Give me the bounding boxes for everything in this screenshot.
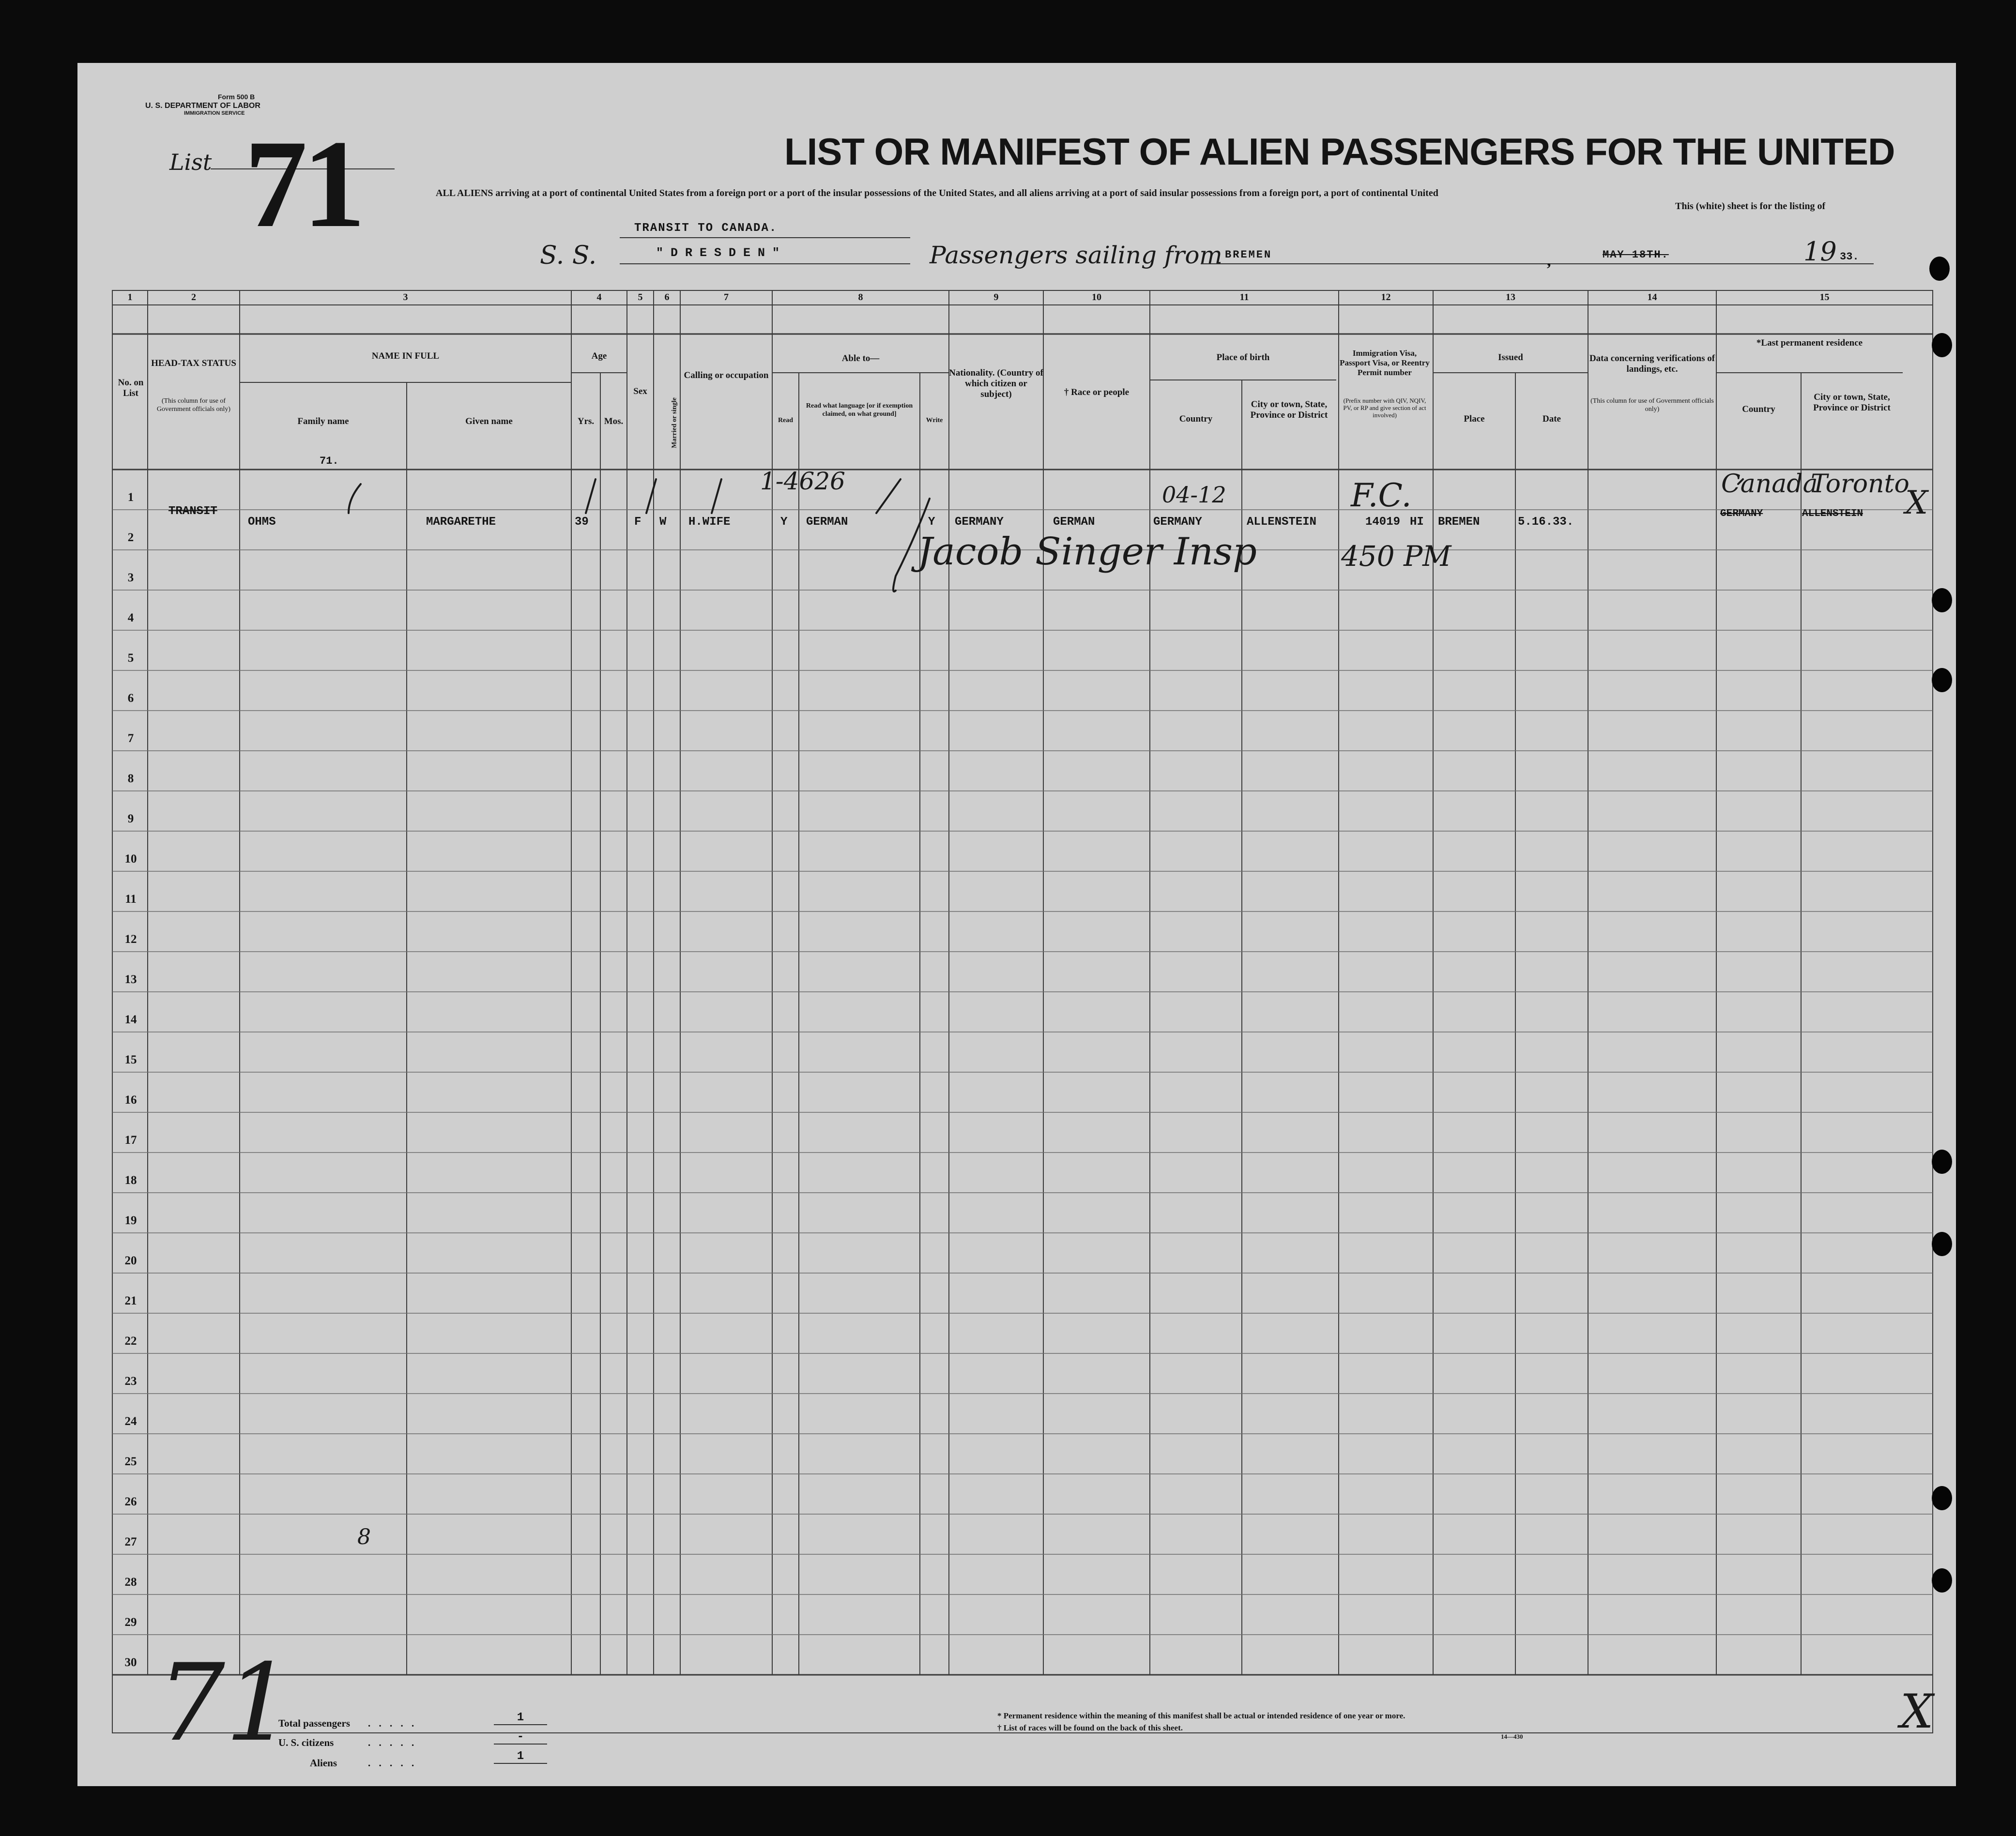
- visa-handwritten: F.C.: [1351, 477, 1412, 514]
- row-number: 2: [127, 531, 134, 544]
- transit-note: TRANSIT TO CANADA.: [634, 222, 778, 235]
- port-comma: ,: [1547, 252, 1551, 270]
- header-data-concerning: Data concerning verifications of landings, etc.: [1589, 353, 1715, 374]
- row-number: 24: [124, 1415, 137, 1428]
- row-number: 7: [127, 732, 134, 745]
- manifest-sheet: [77, 63, 1956, 1786]
- header-race: † Race or people: [1064, 387, 1130, 397]
- total-passengers-value: 1: [494, 1711, 547, 1725]
- column-number: 15: [1819, 292, 1830, 303]
- header-place-of-birth: Place of birth: [1216, 352, 1270, 363]
- row-number: 11: [125, 893, 137, 906]
- column-number: 14: [1647, 292, 1657, 303]
- citizens-dots: . . . . .: [368, 1737, 417, 1748]
- print-code: 14—430: [1501, 1733, 1523, 1740]
- header-family-name: Family name: [297, 416, 349, 426]
- header-visa-note: (Prefix number with QIV, NQIV, PV, or RP and give section of act involved): [1343, 397, 1426, 419]
- header-head-tax-note: (This column for use of Government officials only): [156, 397, 231, 413]
- aliens-label: Aliens: [310, 1757, 337, 1769]
- row-number: 8: [127, 772, 134, 785]
- header-read: Read: [778, 417, 794, 424]
- list-mark: 71.: [320, 455, 339, 467]
- passenger-age-yrs: 39: [575, 516, 589, 529]
- punch-hole: [1932, 668, 1952, 692]
- passenger-issued-place: BREMEN: [1438, 516, 1480, 529]
- residence-country-handwritten: Canada: [1721, 470, 1818, 499]
- header-write: Write: [926, 417, 943, 424]
- header-age: Age: [591, 351, 607, 361]
- us-citizens-label: U. S. citizens: [278, 1737, 334, 1748]
- header-married: Married or single: [671, 397, 678, 448]
- total-dots: . . . . .: [368, 1717, 417, 1729]
- passenger-nationality: GERMANY: [955, 516, 1004, 529]
- punch-hole: [1932, 1150, 1952, 1174]
- passenger-family-name: OHMS: [248, 516, 276, 529]
- passenger-occupation: H.WIFE: [688, 516, 731, 529]
- us-citizens-value: -: [494, 1730, 547, 1745]
- row-number: 25: [124, 1455, 137, 1468]
- passenger-birth-country: GERMANY: [1153, 516, 1202, 529]
- footnote-races: † List of races will be found on the back of this sheet.: [997, 1723, 1183, 1732]
- header-head-tax: HEAD-TAX STATUS: [151, 358, 236, 368]
- punch-hole: [1929, 257, 1950, 281]
- x-mark: X: [1905, 484, 1928, 521]
- column-number: 1: [127, 292, 133, 303]
- residence-city-handwritten: Toronto: [1811, 470, 1909, 499]
- row-28-mark: 8: [357, 1525, 371, 1549]
- x-mark-bottom: X: [1900, 1684, 1934, 1739]
- passenger-race: GERMAN: [1053, 516, 1095, 529]
- header-sex: Sex: [633, 386, 647, 396]
- aliens-dots: . . . . .: [368, 1757, 417, 1769]
- column-number: 6: [664, 292, 670, 303]
- inspector-signature: Jacob Singer Insp: [917, 530, 1257, 574]
- header-birth-country: Country: [1179, 414, 1213, 424]
- aliens-value: 1: [494, 1750, 547, 1764]
- row-number: 10: [124, 852, 137, 865]
- row-number: 18: [124, 1174, 137, 1187]
- list-label: List: [169, 149, 212, 175]
- column-number: 7: [724, 292, 729, 303]
- birth-code-annotation: 04-12: [1162, 482, 1226, 508]
- passenger-given-name: MARGARETHE: [426, 516, 496, 529]
- manifest-title: LIST OR MANIFEST OF ALIEN PASSENGERS FOR THE UNITED: [784, 130, 1895, 173]
- row-number: 28: [124, 1576, 137, 1589]
- passenger-res-country: GERMANY: [1720, 508, 1763, 519]
- header-visa: Immigration Visa, Passport Visa, or Reentry Permit number: [1340, 349, 1430, 377]
- header-given-name: Given name: [465, 416, 513, 426]
- header-issued-place: Place: [1464, 414, 1485, 424]
- header-mos: Mos.: [604, 416, 624, 426]
- header-issued: Issued: [1498, 352, 1523, 363]
- header-birth-city: City or town, State, Province or District: [1250, 399, 1328, 420]
- ss-label: S. S.: [540, 241, 597, 270]
- row-number: 27: [124, 1535, 137, 1548]
- passenger-married: W: [659, 516, 667, 529]
- column-number: 11: [1239, 292, 1249, 303]
- service-label: IMMIGRATION SERVICE: [184, 110, 245, 116]
- row-number: 22: [124, 1335, 137, 1348]
- ship-name: " D R E S D E N ": [656, 246, 780, 260]
- header-issued-date: Date: [1543, 414, 1561, 424]
- footnote-residence: * Permanent residence within the meaning of this manifest shall be actual or intended residence of one year or more.: [997, 1711, 1405, 1720]
- header-yrs: Yrs.: [577, 416, 595, 426]
- passenger-issued-date: 5.16.33.: [1518, 516, 1574, 529]
- passenger-res-city: ALLENSTEIN: [1802, 508, 1863, 519]
- passenger-birth-city: ALLENSTEIN: [1247, 516, 1317, 529]
- row-number: 13: [124, 973, 137, 986]
- passenger-read: Y: [780, 516, 788, 529]
- margin-number: 71: [157, 1641, 293, 1765]
- column-number: 5: [638, 292, 643, 303]
- departure-port: BREMEN: [1225, 249, 1272, 261]
- passenger-visa: 14019: [1365, 516, 1401, 529]
- row-number: 3: [127, 571, 134, 584]
- header-last-residence: *Last permanent residence: [1756, 338, 1863, 348]
- punch-hole: [1932, 1486, 1952, 1510]
- sailing-label: Passengers sailing from: [930, 241, 1222, 269]
- column-number: 12: [1381, 292, 1391, 303]
- row-number: 29: [124, 1616, 137, 1629]
- row-number: 21: [124, 1294, 137, 1307]
- total-passengers-label: Total passengers: [278, 1717, 350, 1729]
- passenger-language: GERMAN: [806, 516, 848, 529]
- punch-hole: [1932, 1568, 1952, 1593]
- punch-hole: [1932, 1232, 1952, 1256]
- row-number: 1: [127, 491, 134, 504]
- header-no-on-list: No. on List: [118, 378, 144, 398]
- punch-hole: [1932, 333, 1952, 357]
- column-number: 13: [1506, 292, 1515, 303]
- row-number: 15: [124, 1053, 137, 1066]
- punch-hole: [1932, 588, 1952, 612]
- row-number: 19: [124, 1214, 137, 1227]
- column-number: 10: [1092, 292, 1101, 303]
- manifest-subtitle-2: This (white) sheet is for the listing of: [1675, 201, 1826, 212]
- header-read-language: Read what language [or if exemption claimed, on what ground]: [806, 402, 913, 418]
- row-number: 30: [124, 1656, 137, 1669]
- row-number: 23: [124, 1375, 137, 1388]
- row-number: 17: [124, 1134, 137, 1147]
- manifest-subtitle: ALL ALIENS arriving at a port of continental United States from a foreign port or a port of the insular possessions of the United States, and all aliens arriving at a port of said insular possessions from a foreign port, a port of continental United: [436, 188, 1438, 198]
- year-suffix: 33.: [1840, 251, 1859, 263]
- year-prefix: 19: [1803, 236, 1837, 267]
- row-number: 16: [124, 1093, 137, 1107]
- row-number: 26: [124, 1495, 137, 1508]
- row-number: 4: [127, 611, 134, 624]
- header-able-to: Able to—: [841, 353, 880, 364]
- row-number: 20: [124, 1254, 137, 1267]
- passenger-head-tax: TRANSIT: [168, 505, 217, 518]
- list-number: 71: [244, 114, 361, 254]
- header-data-note: (This column for use of Government officials only): [1590, 397, 1714, 413]
- column-number: 4: [596, 292, 602, 303]
- passenger-visa-suffix: HI: [1410, 516, 1424, 529]
- header-name-in-full: NAME IN FULL: [371, 351, 440, 361]
- header-res-country: Country: [1742, 404, 1775, 414]
- column-number: 2: [191, 292, 196, 303]
- header-nationality: Nationality. (Country of which citizen or subject): [949, 368, 1043, 399]
- form-number: Form 500 B: [218, 93, 255, 101]
- language-code-annotation: 1-4626: [760, 467, 845, 495]
- row-number: 6: [127, 692, 134, 705]
- passenger-write: Y: [928, 516, 935, 529]
- column-number: 9: [993, 292, 999, 303]
- row-number: 9: [127, 812, 134, 825]
- row-number: 14: [124, 1013, 137, 1026]
- row-number: 12: [124, 933, 137, 946]
- column-number: 3: [403, 292, 408, 303]
- department-label: U. S. DEPARTMENT OF LABOR: [145, 102, 260, 110]
- header-res-city: City or town, State, Province or District: [1813, 392, 1891, 413]
- row-number: 5: [127, 652, 134, 665]
- passenger-sex: F: [634, 516, 641, 529]
- departure-date: MAY 18TH.: [1603, 249, 1669, 261]
- time-annotation: 450 PM: [1341, 540, 1451, 573]
- header-calling: Calling or occupation: [684, 370, 769, 380]
- column-number: 8: [858, 292, 863, 303]
